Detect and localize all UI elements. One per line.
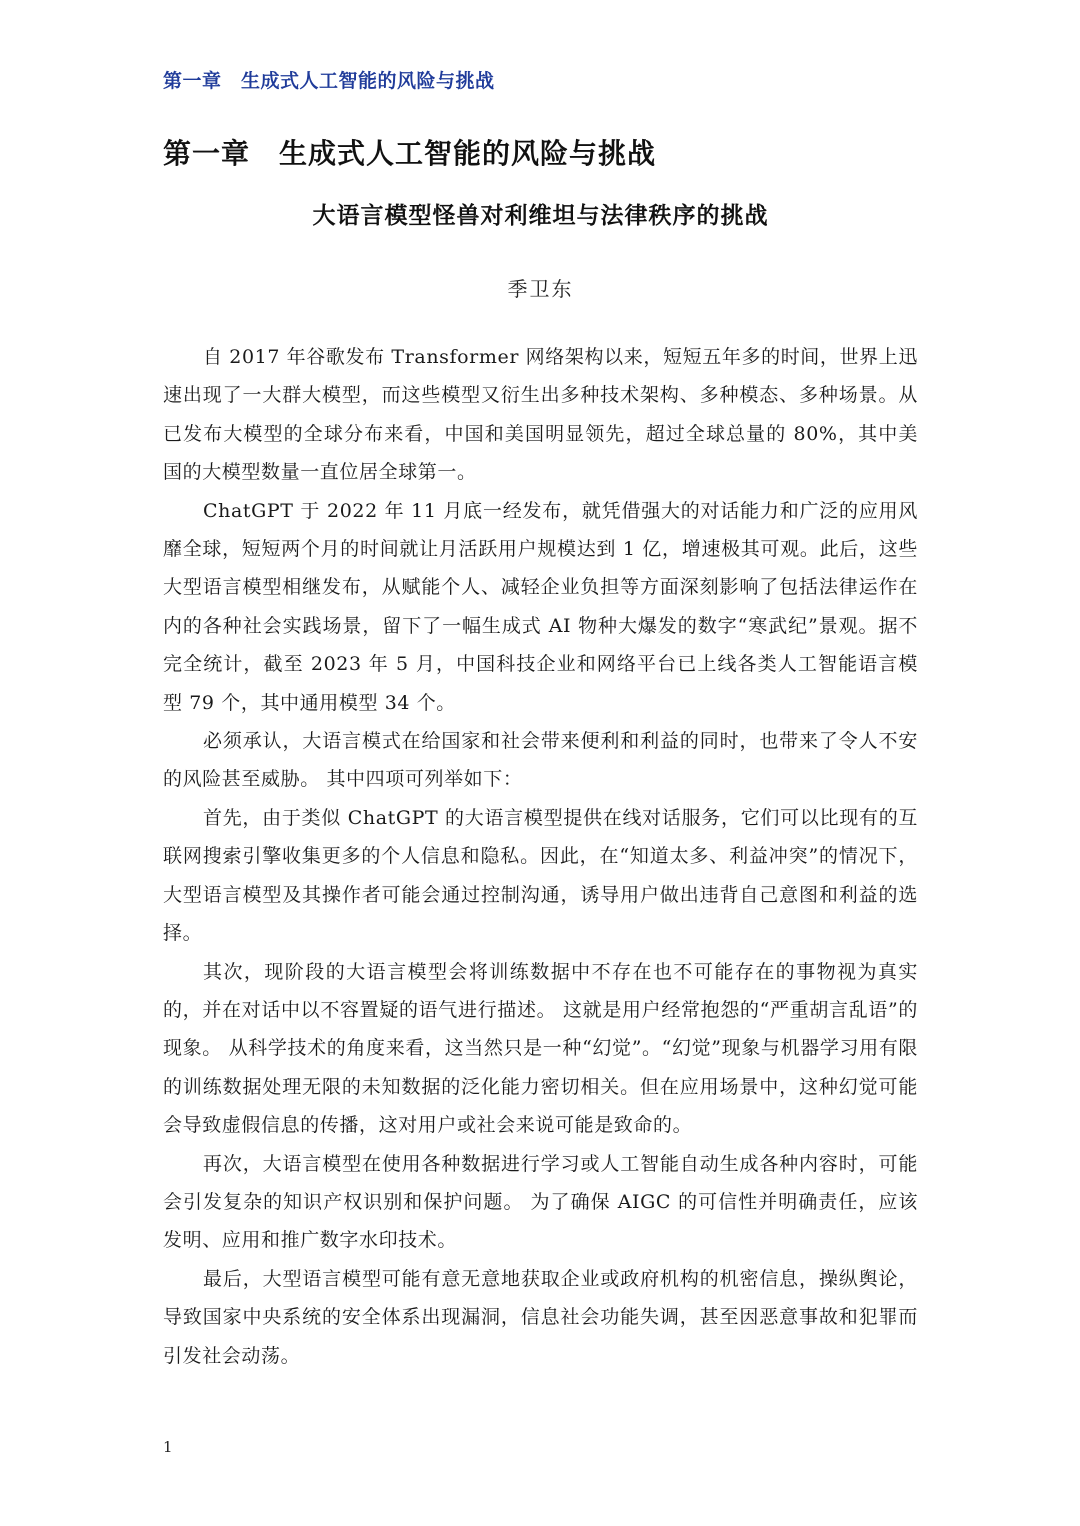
running-header: 第一章 生成式人工智能的风险与挑战 xyxy=(163,70,495,92)
paragraph: 最后，大型语言模型可能有意无意地获取企业或政府机构的机密信息，操纵舆论，导致国家中央系统的安全体系出现漏洞，信息社会功能失调，甚至因恶意事故和犯罪而引发社会动荡。 xyxy=(163,1267,918,1367)
chapter-title: 第一章 生成式人工智能的风险与挑战 xyxy=(163,137,657,170)
article-author: 季卫东 xyxy=(507,277,574,301)
paragraph: 再次，大语言模型在使用各种数据进行学习或人工智能自动生成各种内容时，可能会引发复杂的知识产权识别和保护问题。 为了确保 AIGC 的可信性并明确责任，应该发明、应用和推广数字水印技术。 xyxy=(163,1152,918,1252)
article-title: 大语言模型怪兽对利维坦与法律秩序的挑战 xyxy=(312,203,769,229)
paragraph: 自 2017 年谷歌发布 Transformer 网络架构以来，短短五年多的时间，世界上迅速出现了一大群大模型，而这些模型又衍生出多种技术架构、多种模态、多种场景。从已发布大模型的全球分布来看，中国和美国明显领先，超过全球总量的 80%，其中美国的大模型数量一直位居全球第一。 xyxy=(163,346,918,484)
paragraph: 其次，现阶段的大语言模型会将训练数据中不存在也不可能存在的事物视为真实的，并在对话中以不容置疑的语气进行描述。 这就是用户经常抱怨的“严重胡言乱语”的现象。 从科学技术的角度来看，这当然只是一种“幻觉”。“幻觉”现象与机器学习用有限的训练数据处理无限的未知数据的泛化能力密切相关。但在应用场景中，这种幻觉可能会导致虚假信息的传播，这对用户或社会来说可能是致命的。 xyxy=(163,960,918,1137)
paragraph: 必须承认，大语言模式在给国家和社会带来便利和利益的同时，也带来了令人不安的风险甚至威胁。 其中四项可列举如下： xyxy=(163,730,918,791)
article-body xyxy=(163,338,918,1375)
paragraph: 首先，由于类似 ChatGPT 的大语言模型提供在线对话服务，它们可以比现有的互联网搜索引擎收集更多的个人信息和隐私。因此，在“知道太多、利益冲突”的情况下，大型语言模型及其操作者可能会通过控制沟通，诱导用户做出违背自己意图和利益的选择。 xyxy=(163,806,918,945)
paragraph: ChatGPT 于 2022 年 11 月底一经发布，就凭借强大的对话能力和广泛的应用风靡全球，短短两个月的时间就让月活跃用户规模达到 1 亿，增速极其可观。此后，这些大型语言模型相继发布，从赋能个人、减轻企业负担等方面深刻影响了包括法律运作在内的各种社会实践场景，留下了一幅生成式 AI 物种大爆发的数字“寒武纪”景观。据不完全统计，截至 2023 年 5 月，中国科技企业和网络平台已上线各类人工智能语言模型 79 个，其中通用模型 34 个。 xyxy=(163,499,918,714)
page-number: 1 xyxy=(163,1438,173,1456)
